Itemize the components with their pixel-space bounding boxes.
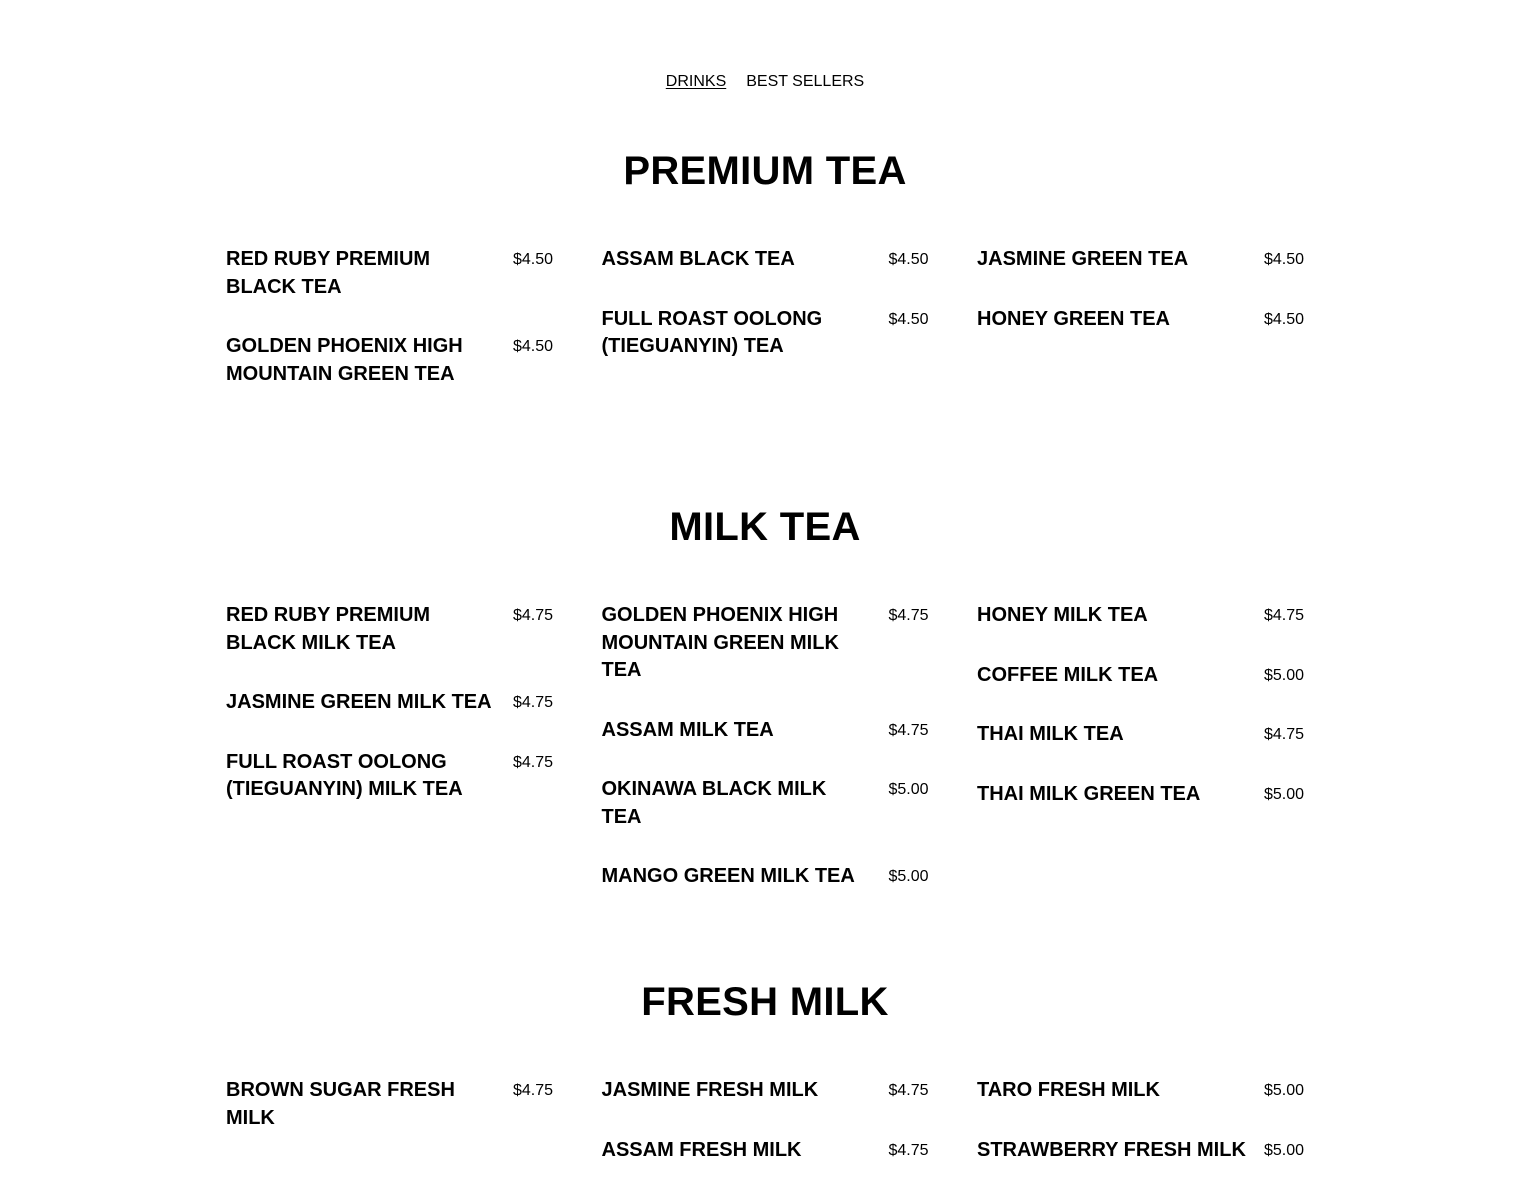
item-price: $5.00 <box>888 781 929 798</box>
menu-column <box>602 246 929 420</box>
item-price: $4.75 <box>512 607 553 624</box>
menu-item[interactable] <box>226 689 553 717</box>
section-milk-tea <box>0 504 1530 887</box>
menu-item[interactable] <box>602 1077 929 1105</box>
item-name: HONEY GREEN TEA <box>977 307 1170 330</box>
menu-item[interactable] <box>977 1077 1304 1105</box>
menu-category-nav <box>0 72 1530 92</box>
item-name: GOLDEN PHOENIX HIGH MOUNTAIN GREEN MILK TEA <box>601 604 839 681</box>
item-price: $4.50 <box>1263 251 1304 268</box>
section-title: FRESH MILK <box>641 980 889 1024</box>
item-name: COFFEE MILK TEA <box>977 663 1159 686</box>
menu-column <box>977 246 1304 420</box>
item-name: ASSAM BLACK TEA <box>601 248 795 270</box>
item-name: JASMINE GREEN TEA <box>977 248 1189 270</box>
menu-item[interactable] <box>602 602 929 685</box>
item-name: MANGO GREEN MILK TEA <box>601 865 855 887</box>
menu-item[interactable] <box>977 246 1304 274</box>
item-price: $4.75 <box>888 607 929 624</box>
item-price: $4.75 <box>888 1141 929 1159</box>
item-name: THAI MILK GREEN TEA <box>977 782 1201 805</box>
menu-item[interactable] <box>602 776 929 831</box>
item-price: $4.75 <box>512 1082 553 1099</box>
item-price: $4.50 <box>1263 310 1304 328</box>
menu-item[interactable] <box>977 306 1304 334</box>
item-name: TARO FRESH MILK <box>977 1079 1160 1101</box>
section-title: PREMIUM TEA <box>623 149 907 193</box>
menu-item[interactable] <box>226 1077 553 1132</box>
section-fresh-milk <box>0 979 1530 1161</box>
menu-item[interactable] <box>977 721 1304 749</box>
menu-column <box>977 1077 1304 1196</box>
menu-item[interactable] <box>977 781 1304 809</box>
menu-column <box>602 602 929 923</box>
item-price: $5.00 <box>1263 785 1304 803</box>
item-price: $4.50 <box>888 251 929 268</box>
item-name: THAI MILK TEA <box>977 723 1124 745</box>
menu-columns <box>226 1077 1304 1196</box>
section-title: MILK TEA <box>669 505 861 549</box>
menu-columns <box>226 602 1304 923</box>
item-name: RED RUBY PREMIUM BLACK MILK TEA <box>226 604 431 654</box>
menu-item[interactable] <box>977 662 1304 690</box>
menu-column <box>226 246 553 420</box>
item-price: $4.75 <box>512 694 553 711</box>
menu-item[interactable] <box>602 1137 929 1165</box>
item-name: RED RUBY PREMIUM BLACK TEA <box>226 248 431 298</box>
menu-item[interactable] <box>226 602 553 657</box>
menu-column <box>226 602 553 923</box>
menu-item[interactable] <box>226 246 553 301</box>
item-price: $4.75 <box>888 1082 929 1099</box>
nav-link-drinks[interactable]: DRINKS <box>665 73 727 90</box>
item-name: GOLDEN PHOENIX HIGH MOUNTAIN GREEN TEA <box>226 335 463 385</box>
menu-item[interactable] <box>226 749 553 804</box>
nav-link-best-sellers[interactable]: BEST SELLERS <box>746 73 865 90</box>
menu-item[interactable] <box>226 333 553 388</box>
item-price: $4.75 <box>512 753 553 771</box>
item-name: JASMINE FRESH MILK <box>601 1079 819 1101</box>
menu-item[interactable] <box>602 306 929 361</box>
menu-column <box>977 602 1304 923</box>
menu-column <box>226 1077 553 1196</box>
menu-item[interactable] <box>977 602 1304 630</box>
item-price: $5.00 <box>1263 1141 1304 1159</box>
item-price: $4.50 <box>512 251 553 268</box>
menu-item[interactable] <box>977 1137 1304 1165</box>
item-name: HONEY MILK TEA <box>977 604 1148 626</box>
item-price: $4.75 <box>1263 607 1304 624</box>
menu-item[interactable] <box>602 863 929 891</box>
item-price: $5.00 <box>1263 1082 1304 1099</box>
item-price: $5.00 <box>888 868 929 885</box>
item-name: ASSAM FRESH MILK <box>601 1138 802 1161</box>
item-price: $5.00 <box>1263 666 1304 684</box>
item-name: JASMINE GREEN MILK TEA <box>226 691 492 713</box>
item-price: $4.50 <box>888 310 929 328</box>
item-name: FULL ROAST OOLONG (TIEGUANYIN) MILK TEA <box>226 750 463 800</box>
item-price: $4.50 <box>512 338 553 355</box>
item-price: $4.75 <box>1263 726 1304 743</box>
menu-column <box>602 1077 929 1196</box>
item-name: FULL ROAST OOLONG (TIEGUANYIN) TEA <box>601 307 823 357</box>
item-name: STRAWBERRY FRESH MILK <box>977 1138 1246 1161</box>
item-name: OKINAWA BLACK MILK TEA <box>601 778 827 828</box>
menu-columns <box>226 246 1304 420</box>
menu-item[interactable] <box>602 246 929 274</box>
menu-item[interactable] <box>602 717 929 745</box>
item-name: ASSAM MILK TEA <box>601 718 774 741</box>
item-name: BROWN SUGAR FRESH MILK <box>226 1079 455 1129</box>
item-price: $4.75 <box>888 721 929 739</box>
section-premium-tea <box>0 148 1530 385</box>
